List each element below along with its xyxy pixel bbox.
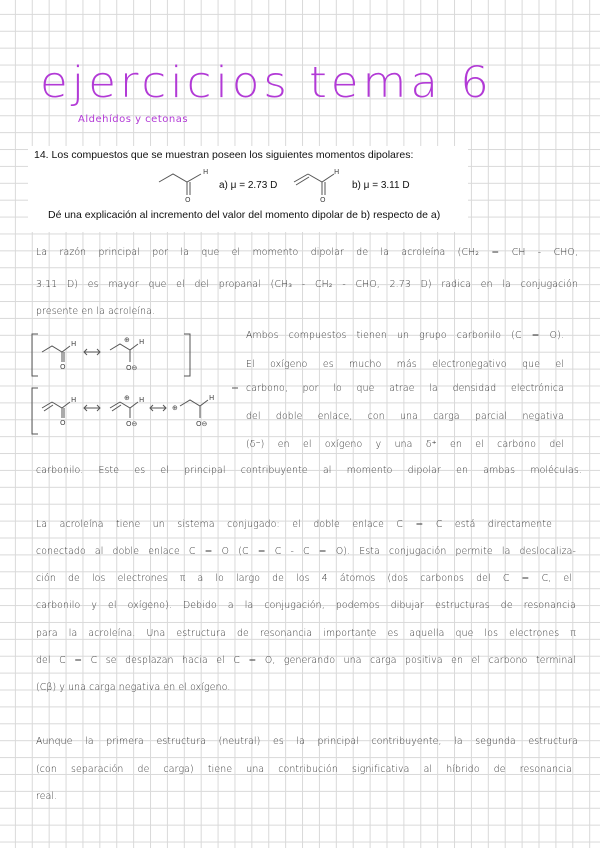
dipole-label-a: a) μ = 2.73 D — [219, 180, 278, 191]
dipole-label-b: b) μ = 3.11 D — [352, 180, 410, 191]
svg-text:⊕: ⊕ — [124, 336, 130, 344]
svg-text:⊕: ⊕ — [172, 404, 178, 412]
answer-line: 3.11 D) es mayor que el del propanal (CH₃ - CH₂ - CHO, 2.73 D) radica en la conjugación — [36, 279, 578, 290]
answer-line: (con separación de carga) tiene una contribución significativa al híbrido de resonancia — [36, 764, 572, 775]
answer-line: (δ⁻) en el oxígeno y una δ⁺ en el carbono del — [246, 439, 564, 450]
answer-line: carbono, por lo que atrae la densidad electrónica — [246, 383, 564, 394]
answer-line: (Cβ) y una carga negativa en el oxígeno. — [36, 682, 231, 693]
sketch-h-label: H — [209, 394, 215, 402]
svg-text:O⊖: O⊖ — [126, 364, 138, 372]
svg-text:O⊖: O⊖ — [126, 420, 138, 428]
propanal-structure — [155, 164, 213, 204]
answer-line: La razón principal por la que el momento dipolar de la acroleína (CH₂ = CH - CHO, — [36, 247, 578, 258]
answer-line: Aunque la primera estructura (neutral) es la principal contribuyente, la segunda estructura — [36, 736, 578, 747]
acrolein-o-label: O — [320, 196, 326, 204]
propanal-h-label: H — [203, 168, 209, 176]
page-subtitle: Aldehídos y cetonas — [78, 114, 189, 125]
answer-line: La acroleína tiene un sistema conjugado: el doble enlace C = C está directamente — [36, 519, 552, 530]
page-title: ejercicios tema 6 — [40, 57, 493, 108]
resonance-structures-sketch — [28, 330, 238, 440]
propanal-o-label: O — [185, 196, 191, 204]
acrolein-h-label: H — [334, 168, 340, 176]
sketch-h-label: H — [139, 396, 145, 404]
question-instruction: Dé una explicación al incremento del valor del momento dipolar de b) respecto de a) — [48, 209, 441, 221]
sketch-o-label: O — [60, 419, 66, 427]
acrolein-structure — [290, 164, 348, 204]
sketch-h-label: H — [139, 338, 145, 346]
question-statement: 14. Los compuestos que se muestran poseen los siguientes momentos dipolares: — [34, 149, 414, 161]
sketch-o-label: O — [60, 363, 66, 371]
answer-line: El oxígeno es mucho más electronegativo que el — [246, 359, 564, 370]
answer-line: para la acroleína. Una estructura de resonancia importante es aquella que los electrones π — [36, 628, 576, 639]
answer-line: del doble enlace, con una carga parcial negativa — [246, 411, 564, 422]
svg-text:O⊖: O⊖ — [196, 420, 208, 428]
sketch-h-label: H — [71, 396, 77, 404]
answer-line: presente en la acroleína. — [36, 306, 156, 317]
svg-text:⊕: ⊕ — [124, 394, 130, 402]
answer-line: Ambos compuestos tienen un grupo carbonilo (C = O). — [246, 330, 564, 341]
answer-line: ción de los electrones π a lo largo de los 4 átomos (dos carbonos del C = C, el — [36, 573, 572, 584]
sketch-h-label: H — [71, 340, 77, 348]
answer-line: del C = C se desplazan hacia el C = O, generando una carga positiva en el carbono terminal — [36, 655, 576, 666]
answer-line: carbonilo. Este es el principal contribuyente al momento dipolar en ambas moléculas. — [36, 465, 582, 476]
answer-line: carbonilo y el oxígeno). Debido a la conjugación, podemos dibujar estructuras de resonancia — [36, 600, 576, 611]
answer-line: conectado al doble enlace C = O (C = C - C = O). Esta conjugación permite la deslocaliza- — [36, 546, 576, 557]
answer-line: real. — [36, 791, 58, 802]
